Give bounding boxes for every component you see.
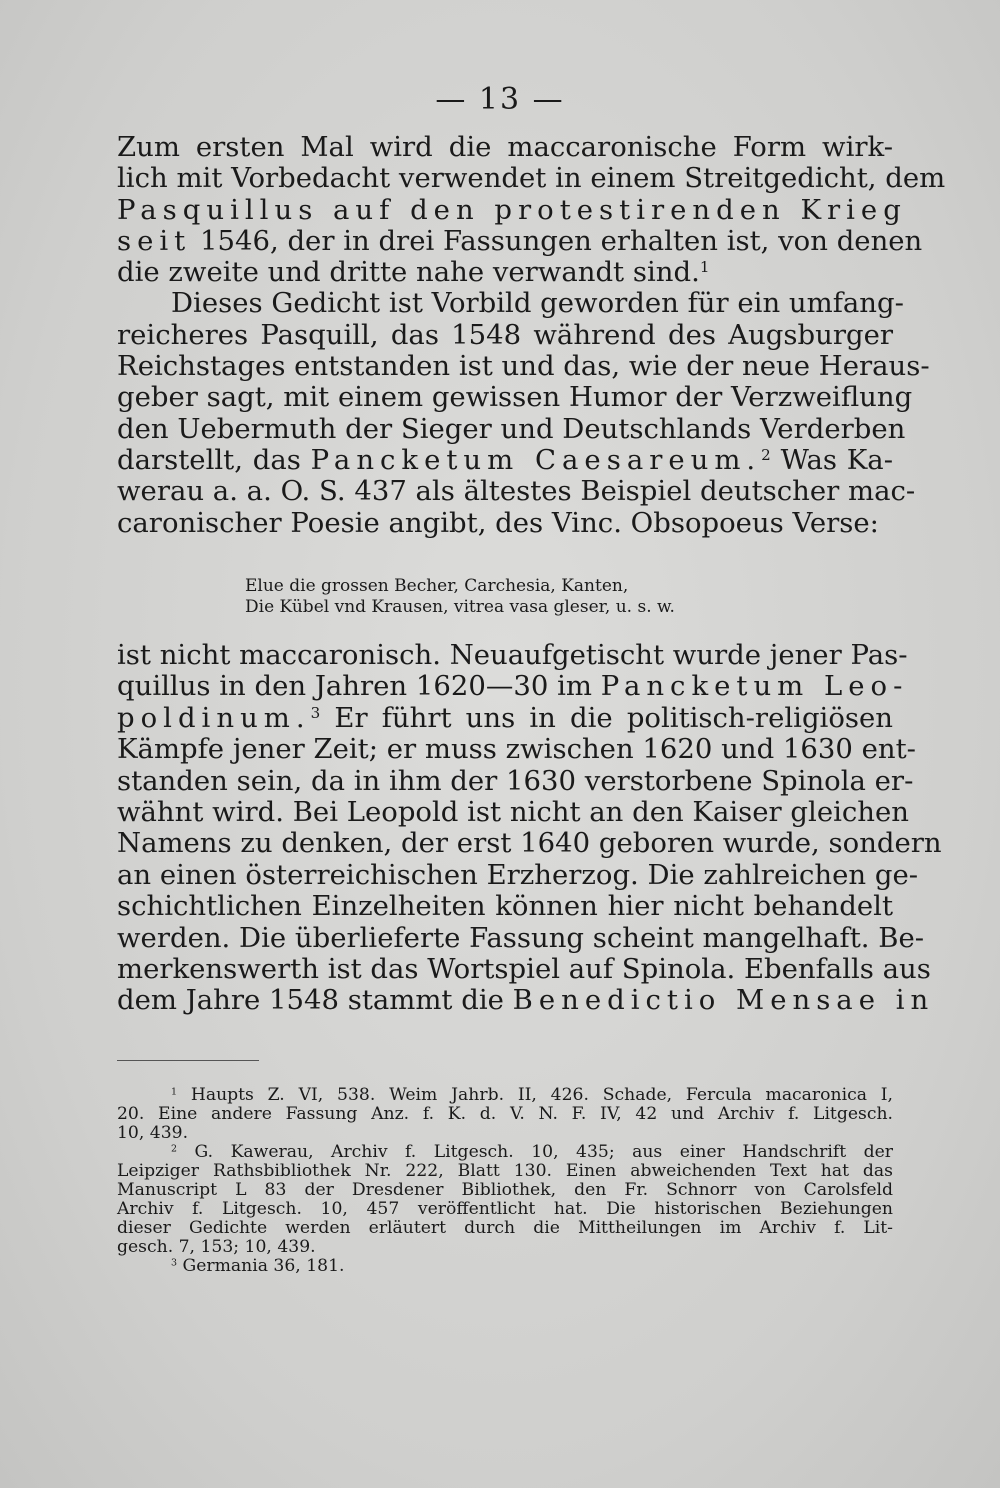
text-line	[117, 257, 893, 288]
text-line: standen sein, da in ihm der 1630 verstorbene Spinola er-	[117, 764, 914, 797]
footnote-text: Germania 36, 181.	[182, 1256, 345, 1276]
line-text: Was Ka-	[780, 443, 893, 476]
text-line	[117, 224, 923, 257]
footnote-mark: 1	[171, 1086, 178, 1098]
verse-line: Die Kübel vnd Krausen, vitrea vasa gleser, u. s. w.	[245, 597, 675, 617]
footnote-line: Manuscript L 83 der Dresdener Bibliothek, den Fr. Schnorr von Carolsfeld	[117, 1180, 893, 1200]
footnote-line	[117, 1143, 893, 1162]
footnote-line	[117, 1257, 893, 1276]
text-line: Zum ersten Mal wird die maccaronische Form wirk-	[117, 131, 893, 163]
text-line: ist nicht maccaronisch. Neuaufgetischt wurde jener Pas-	[117, 639, 908, 671]
footnote-line: dieser Gedichte werden erläutert durch die Mittheilungen im Archiv f. Lit-	[117, 1218, 893, 1238]
footnote-line: gesch. 7, 153; 10, 439.	[117, 1237, 316, 1257]
footnote-ref-1: 1	[699, 258, 710, 277]
text-line: lich mit Vorbedacht verwendet in einem Streitgedicht, dem	[117, 162, 946, 195]
verse-line: Elue die grossen Becher, Carchesia, Kanten,	[245, 576, 629, 596]
text-line: Namens zu denken, der erst 1640 geboren wurde, sondern	[117, 827, 942, 860]
paragraph-3	[117, 639, 942, 1017]
text-line: merkenswerth ist das Wortspiel auf Spinola. Ebenfalls aus	[117, 953, 931, 986]
line-text: dem Jahre 1548 stammt die	[117, 984, 513, 1017]
text-line: geber sagt, mit einem gewissen Humor der Verzweiflung	[117, 381, 913, 414]
footnote-mark: 2	[171, 1143, 178, 1155]
spaced-word: seit	[117, 224, 192, 257]
footnote-line	[117, 1086, 893, 1105]
footnote-mark: 3	[171, 1257, 178, 1269]
footnote-line: Archiv f. Litgesch. 10, 457 veröffentlicht hat. Die historischen Beziehungen	[117, 1199, 893, 1219]
text-line: schichtlichen Einzelheiten können hier nicht behandelt	[117, 890, 893, 923]
page-number: — 13 —	[435, 82, 565, 117]
footnote-1	[117, 1086, 893, 1143]
footnote-ref-3: 3	[310, 703, 321, 722]
footnote-separator	[117, 1060, 259, 1061]
spaced-title: poldinum.	[117, 701, 311, 734]
text-line: werau a. a. O. S. 437 als ältestes Beispiel deutscher mac-	[117, 475, 916, 508]
spaced-title: Benedictio Mensae in	[512, 984, 935, 1017]
text-line	[117, 703, 893, 734]
line-text: Er führt uns in die politisch-religiösen	[320, 701, 893, 734]
text-line: reicheres Pasquill, das 1548 während des Augsburger	[117, 318, 893, 351]
footnote-line: 10, 439.	[117, 1123, 189, 1143]
text-line	[117, 445, 893, 476]
line-text: quillus in den Jahren 1620—30 im	[117, 670, 601, 703]
text-line: Reichstages entstanden ist und das, wie der neue Heraus-	[117, 350, 930, 383]
text-line: Dieses Gedicht ist Vorbild geworden für ein umfang-	[171, 287, 904, 320]
line-rest: 1546, der in drei Fassungen erhalten ist, von denen	[191, 224, 923, 257]
footnote-ref-2: 2	[761, 445, 771, 464]
text-line	[117, 984, 935, 1017]
footnote-line: Leipziger Rathsbibliothek Nr. 222, Blatt 130. Einen abweichenden Text hat das	[117, 1161, 893, 1181]
footnote-text: Haupts Z. VI, 538. Weim Jahrb. II, 426. Schade, Fercula macaronica I,	[190, 1085, 893, 1105]
paragraph-1-and-2	[117, 131, 946, 539]
verse-quote	[245, 576, 675, 618]
footnotes	[117, 1086, 893, 1276]
line-text: die zweite und dritte nahe verwandt sind.	[117, 256, 700, 289]
text-line: Kämpfe jener Zeit; er muss zwischen 1620 und 1630 ent-	[117, 733, 916, 766]
footnote-3	[117, 1257, 893, 1276]
line-text: darstellt, das	[117, 443, 311, 476]
text-line: wähnt wird. Bei Leopold ist nicht an den Kaiser gleichen	[117, 796, 909, 829]
text-line: den Uebermuth der Sieger und Deutschlands Verderben	[117, 412, 906, 445]
footnote-2	[117, 1143, 893, 1257]
text-line	[117, 670, 909, 703]
text-line: werden. Die überlieferte Fassung scheint mangelhaft. Be-	[117, 921, 925, 954]
footnote-line: 20. Eine andere Fassung Anz. f. K. d. V. N. F. IV, 42 und Archiv f. Litgesch.	[117, 1104, 893, 1124]
text-line: an einen österreichischen Erzherzog. Die zahlreichen ge-	[117, 858, 919, 891]
spaced-title: Pancketum Leo-	[600, 670, 909, 703]
footnote-text: G. Kawerau, Archiv f. Litgesch. 10, 435; aus einer Handschrift der	[194, 1142, 894, 1162]
text-line: caronischer Poesie angibt, des Vinc. Obsopoeus Verse:	[117, 506, 879, 539]
spaced-title: Pancketum Caesareum.	[310, 443, 762, 476]
text-line-spaced-title: Pasquillus auf den protestirenden Krieg	[117, 193, 907, 226]
